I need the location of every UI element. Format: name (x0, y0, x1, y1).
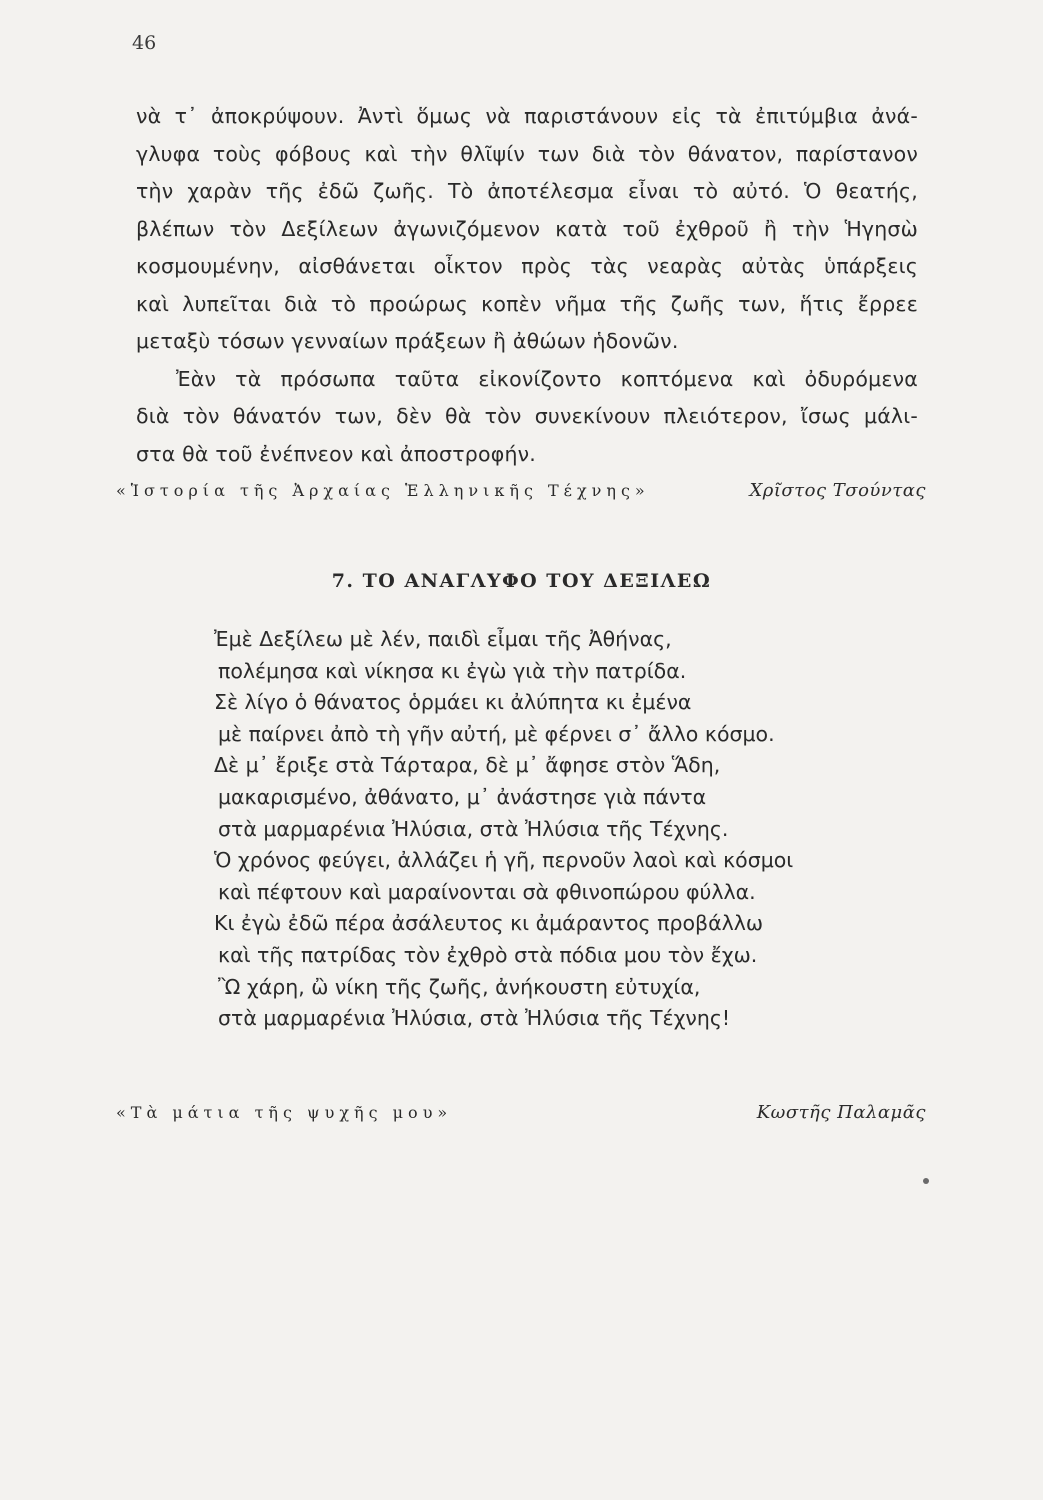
poem-verse: Δὲ μ᾽ ἔριξε στὰ Τάρταρα, δὲ μ᾽ ἄφησε στὸν Ἅδη, (214, 753, 721, 778)
citation-work-title: «Τὰ μάτια τῆς ψυχῆς μου» (116, 1103, 453, 1122)
poem-verse: Κι ἐγὼ ἐδῶ πέρα ἀσάλευτος κι ἀμάραντος προβάλλω (214, 911, 764, 936)
poem-verse: μακαρισμένο, ἀθάνατο, μ᾽ ἀνάστησε γιὰ πάντα (218, 784, 707, 809)
poem-verse: στὰ μαρμαρένια Ἠλύσια, στὰ Ἠλύσια τῆς Τέχνης! (218, 1006, 731, 1031)
poem-verse: Σὲ λίγο ὁ θάνατος ὁρμάει κι ἀλύπητα κι ἐμένα (214, 690, 692, 715)
poem-verse: καὶ τῆς πατρίδας τὸν ἐχθρὸ στὰ πόδια μου τὸν ἔχω. (218, 942, 758, 967)
poem-verse: μὲ παίρνει ἀπὸ τὴ γῆν αὐτή, μὲ φέρνει σ᾽ ἄλλο κόσμο. (218, 721, 775, 746)
paragraph-1 (136, 98, 918, 361)
prose-line: μεταξὺ τόσων γενναίων πράξεων ἢ ἀθώων ἡδονῶν. (136, 329, 679, 353)
poem-verse: Ἐμὲ Δεξίλεω μὲ λέν, παιδὶ εἶμαι τῆς Ἀθήνας, (214, 627, 672, 651)
poem-verse: πολέμησα καὶ νίκησα κι ἐγὼ γιὰ τὴν πατρίδα. (218, 658, 687, 683)
citation-author: Χρῖστος Τσούντας (749, 480, 926, 501)
poem-verse: στὰ μαρμαρένια Ἠλύσια, στὰ Ἠλύσια τῆς Τέχνης. (218, 816, 729, 841)
poem-title: 7. ΤΟ ΑΝΑΓΛΥΦΟ ΤΟΥ ΔΕΞΙΛΕΩ (331, 570, 712, 592)
poem-verse: Ὢ χάρη, ὢ νίκη τῆς ζωῆς, ἀνήκουστη εὐτυχία, (218, 974, 701, 999)
prose-line: νὰ τ᾽ ἀποκρύψουν. Ἀντὶ ὅμως νὰ παριστάνουν εἰς τὰ ἐπιτύμβια ἀνά- (136, 104, 918, 128)
prose-line: Ἐὰν τὰ πρόσωπα ταῦτα εἰκονίζοντο κοπτόμενα καὶ ὀδυρόμενα (176, 366, 918, 391)
ink-speck (923, 1178, 929, 1184)
paragraph-2 (136, 361, 918, 474)
poem-verse: Ὁ χρόνος φεύγει, ἀλλάζει ἡ γῆ, περνοῦν λαοὶ καὶ κόσμοι (214, 848, 794, 873)
prose-line: τὴν χαρὰν τῆς ἐδῶ ζωῆς. Τὸ ἀποτέλεσμα εἶναι τὸ αὐτό. Ὁ θεατής, (136, 179, 918, 203)
page-number: 46 (132, 32, 157, 54)
prose-line: βλέπων τὸν Δεξίλεων ἀγωνιζόμενον κατὰ τοῦ ἐχθροῦ ἢ τὴν Ἡγησὼ (136, 216, 918, 241)
poem-verses (214, 624, 793, 1035)
citation-tsountas (116, 480, 926, 501)
prose-line: καὶ λυπεῖται διὰ τὸ προώρως κοπὲν νῆμα τῆς ζωῆς των, ἥτις ἔρρεε (136, 291, 918, 316)
prose-passage (136, 98, 918, 473)
prose-line: στα θὰ τοῦ ἐνέπνεον καὶ ἀποστροφήν. (136, 441, 537, 466)
citation-palamas (116, 1102, 926, 1123)
prose-line: γλυφα τοὺς φόβους καὶ τὴν θλῖψίν των διὰ τὸν θάνατον, παρίστανον (136, 141, 918, 166)
prose-line: κοσμουμένην, αἰσθάνεται οἶκτον πρὸς τὰς νεαρὰς αὐτὰς ὑπάρξεις (136, 254, 918, 278)
citation-work-title: «Ἱστορία τῆς Ἀρχαίας Ἑλληνικῆς Τέχνης» (116, 481, 650, 500)
prose-line: διὰ τὸν θάνατόν των, δὲν θὰ τὸν συνεκίνουν πλειότερον, ἴσως μάλι- (136, 404, 918, 428)
poem-verse: καὶ πέφτουν καὶ μαραίνονται σὰ φθινοπώρου φύλλα. (218, 879, 756, 904)
citation-author: Κωστῆς Παλαμᾶς (756, 1102, 926, 1123)
